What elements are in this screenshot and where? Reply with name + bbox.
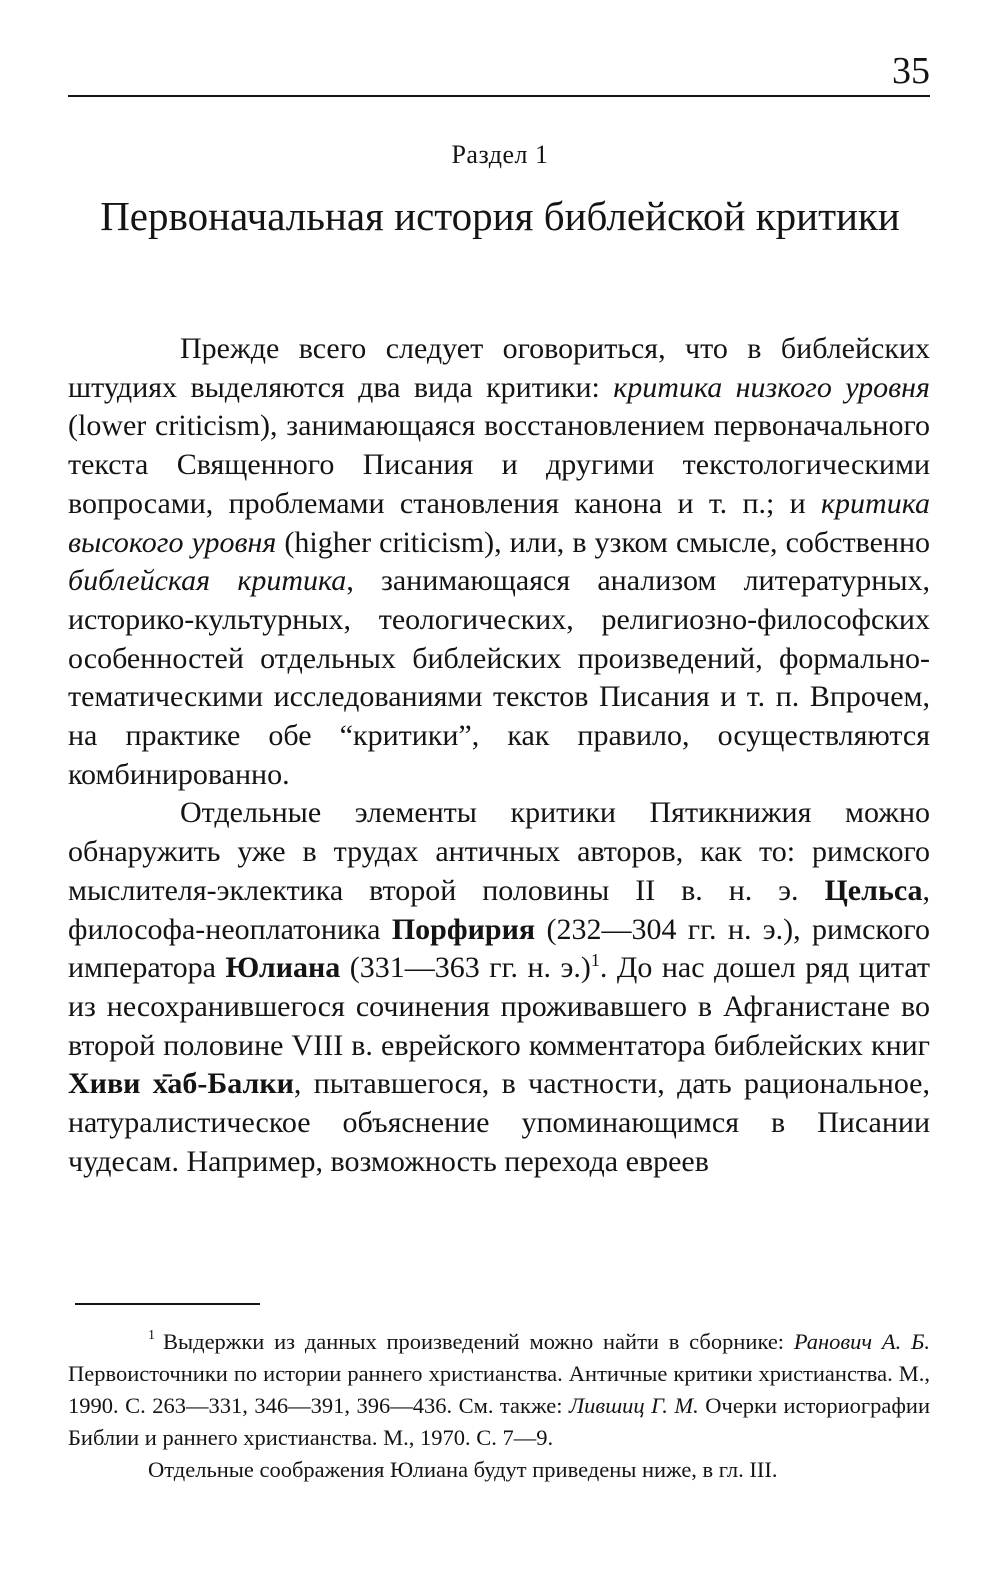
section-title-text: Первоначальная история библейской критики (100, 193, 900, 239)
fn1-text-2: Первоисточники по истории раннего христианства. Античные критики христианства. М., 1990. С. 263—331, 346—391, 396—436. См. также: (68, 1361, 930, 1418)
paragraph-2 (68, 794, 930, 1181)
p1-text-4: , занимающаяся анализом литературных, историко-культурных, теологических, религиозно-философских особенностей отдельных библейских произведений, формально-тематическими исследованиями текстов Писания и т. п. Впрочем, на практике обе “критики”, как правило, осуществляются комбинированно. (68, 564, 930, 791)
body-text (68, 330, 930, 1181)
p2-bold-4: Хиви х̄аб-Балки (68, 1067, 294, 1101)
p1-text-1: Прежде всего следует оговориться, что в библейских штудиях выделяются два вида критики: (68, 332, 930, 404)
fn2-text: Отдельные соображения Юлиана будут приведены ниже, в гл. III. (148, 1457, 778, 1482)
footnote-1-marker: 1 (148, 1328, 155, 1343)
p2-bold-3: Юлиана (225, 951, 341, 985)
footnotes (68, 1320, 930, 1486)
page-number: 35 (892, 50, 930, 92)
fn1-text-3: Очерки историографии Библии и раннего христианства. М., 1970. С. 7—9. (68, 1393, 930, 1450)
p2-text-3: (232—304 гг. н. э.), римского императора (68, 912, 930, 985)
paragraph-1 (68, 330, 930, 794)
p2-text-5: . До нас дошел ряд цитат из несохранившегося сочинения проживавшего в Афганистане во второй половине VIII в. еврейского комментатора библейских книг (68, 951, 930, 1062)
fn1-italic-1: Ранович А. Б. (793, 1329, 930, 1354)
footnote-ref-1[interactable]: 1 (590, 950, 600, 971)
p2-text-6: , пытавшегося, в частности, дать рациональное, натуралистическое объяснение упоминающимся в Писании чудесам. Например, возможность перехода евреев (68, 1067, 930, 1178)
fn1-text-1: Выдержки из данных произведений можно найти в сборнике: (163, 1329, 794, 1354)
p2-bold-1: Цельса (824, 873, 923, 907)
footnote-rule (75, 1303, 260, 1305)
p1-text-3: (higher criticism), или, в узком смысле, собственно (276, 525, 930, 559)
p1-text-2: (lower criticism), занимающаяся восстановлением первоначального текста Священного Писания и другими текстологическими вопросами, проблемами становления канона и т. п.; и (68, 409, 930, 520)
p2-text-1: Отдельные элементы критики Пятикнижия можно обнаружить уже в трудах античных авторов, как то: римского мыслителя-эклектика второй половины II в. н. э. (68, 796, 930, 907)
footnote-1 (68, 1320, 930, 1454)
p2-text-4: (331—363 гг. н. э.) (340, 951, 591, 985)
fn1-italic-2: Лившиц Г. М. (568, 1393, 699, 1418)
section-title (40, 192, 960, 241)
header-rule (68, 95, 930, 97)
footnote-2 (68, 1454, 930, 1486)
p1-italic-2: критика высокого уровня (68, 486, 930, 559)
section-label: Раздел 1 (451, 140, 549, 169)
p2-bold-2: Порфирия (391, 912, 536, 946)
p2-text-2: , философа-неоплатоника (68, 873, 930, 946)
p1-italic-1: критика низкого уровня (613, 370, 930, 404)
p1-italic-3: библейская критика (68, 564, 347, 598)
